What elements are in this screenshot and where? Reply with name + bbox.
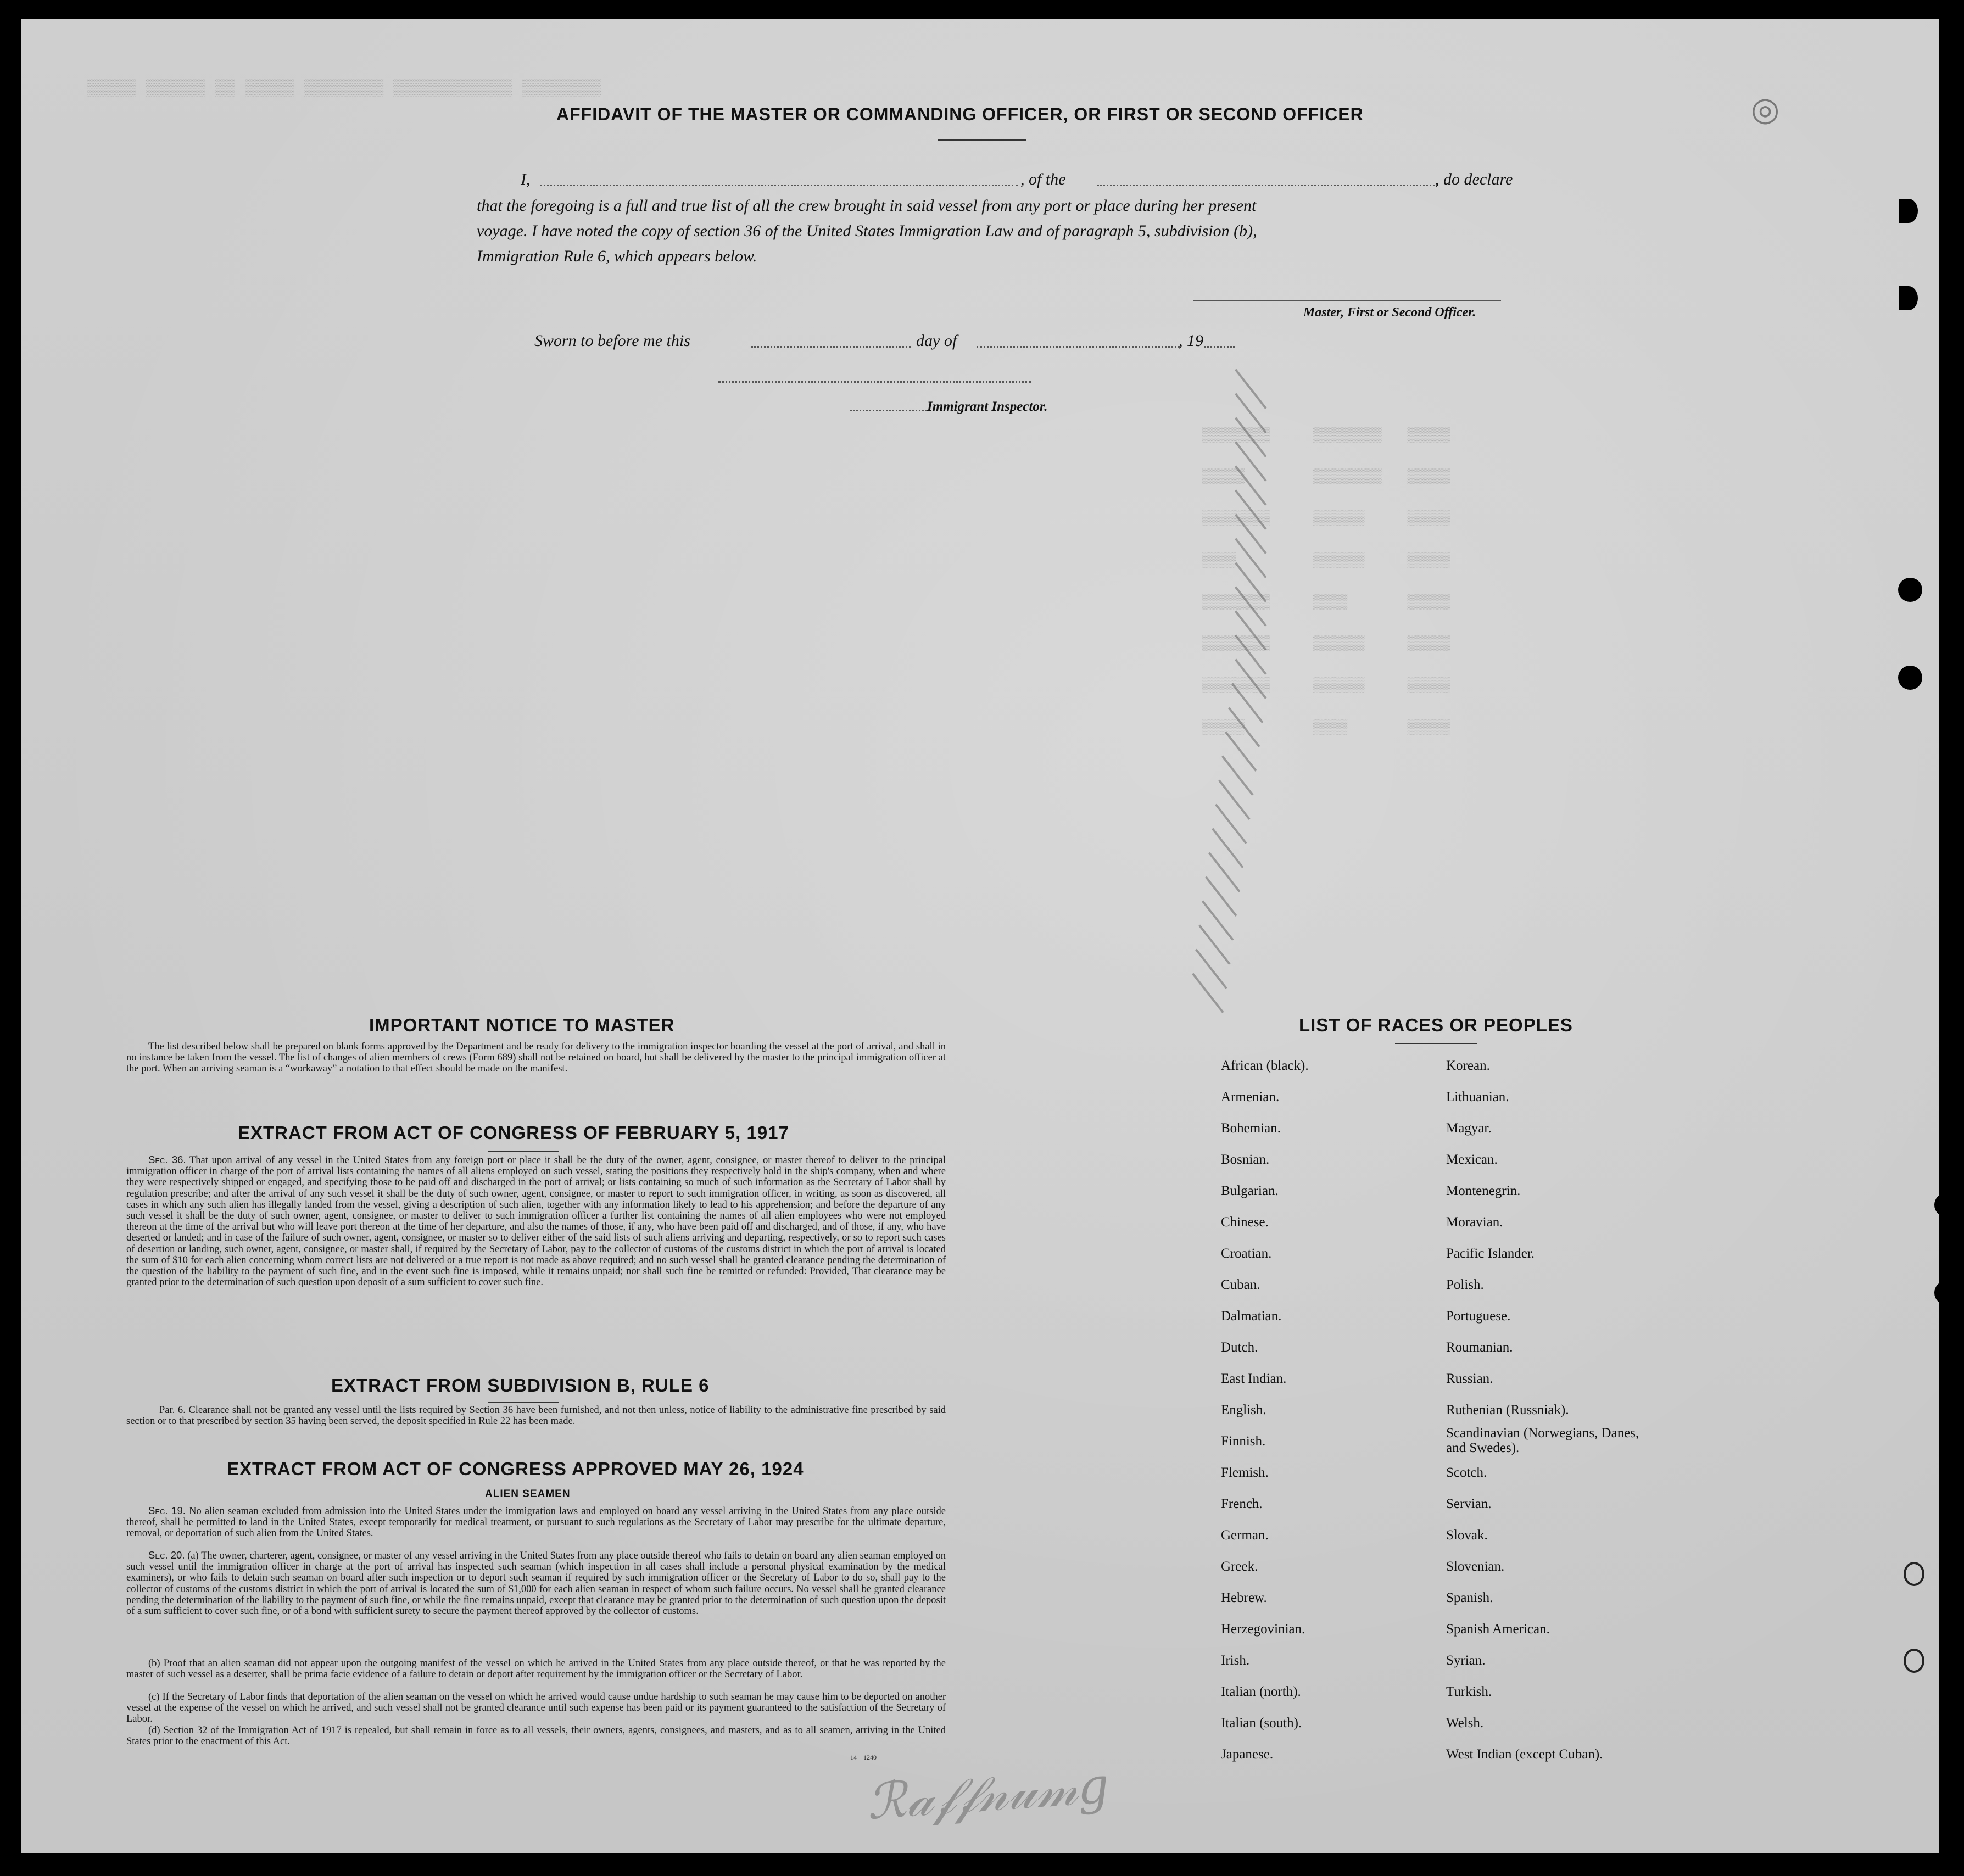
races-column-1 (1221, 1050, 1309, 1770)
section-text: No alien seaman excluded from admission into the United States under the immigration laws and employed on board any vessel arriving in the United States from any place outside thereof, shall be permitted to land in the United States, except temporarily for medical treatment, or pursuant to such regulations as the Secretary of Labor may prescribe for the ultimate departure, removal, or deportation of such alien from the United States. (126, 1506, 946, 1539)
race-item: English. (1221, 1403, 1266, 1417)
race-item: West Indian (except Cuban). (1446, 1747, 1603, 1762)
race-item: Slovak. (1446, 1528, 1488, 1543)
race-item: Slovenian. (1446, 1559, 1505, 1574)
punch-hole (1904, 1562, 1924, 1586)
extract-1924-sec20 (126, 1550, 946, 1617)
race-item: Montenegrin. (1446, 1183, 1521, 1198)
stamp-mark: ◎ (1751, 90, 1780, 129)
races-title: LIST OF RACES OR PEOPLES (1299, 1015, 1573, 1035)
race-item: Flemish. (1221, 1465, 1269, 1480)
inspector-signature-field-2[interactable] (850, 410, 927, 411)
race-item: Ruthenian (Russniak). (1446, 1403, 1569, 1417)
inspector-label: Immigrant Inspector. (927, 399, 1048, 414)
extract-1924-sec19 (126, 1505, 946, 1539)
race-item: French. (1221, 1497, 1263, 1511)
race-item: Russian. (1446, 1371, 1493, 1386)
text-segment: I, (521, 170, 531, 188)
affidavit-line-1c (1435, 170, 1513, 189)
text-segment: , of the (1020, 170, 1066, 188)
affidavit-line-1b (1020, 170, 1066, 189)
race-item: Mexican. (1446, 1152, 1498, 1167)
section-label: Sec. 19. (148, 1505, 186, 1516)
race-item: Dutch. (1221, 1340, 1258, 1355)
race-item: Welsh. (1446, 1716, 1484, 1730)
race-item: Servian. (1446, 1497, 1492, 1511)
race-item: Dalmatian. (1221, 1309, 1282, 1324)
extract-1924-sec20c: (c) If the Secretary of Labor finds that deportation of the alien seaman on the vessel on which he arrived would cause undue hardship to such seaman he may cause him to be deported on another vessel at the expense of the vessel on which he arrived, and such vessel shall not be granted clearance until such expense has been paid or its payment guaranteed to the satisfaction of the Secretary of Labor. (126, 1691, 946, 1725)
divider (488, 1151, 559, 1152)
sworn-month-field[interactable] (977, 346, 1180, 348)
race-item: Armenian. (1221, 1090, 1280, 1104)
master-signature-field[interactable] (1193, 300, 1501, 302)
race-item: Spanish. (1446, 1590, 1493, 1605)
extract-1917-title: EXTRACT FROM ACT OF CONGRESS OF FEBRUARY 5, 1917 (238, 1123, 789, 1143)
year-prefix-text: , 19 (1179, 332, 1203, 350)
race-item: Bohemian. (1221, 1121, 1281, 1136)
affidavit-line-4: Immigration Rule 6, which appears below. (477, 247, 757, 265)
race-item: Scandinavian (Norwegians, Danes, and Swedes). (1446, 1426, 1639, 1455)
race-item: Moravian. (1446, 1215, 1503, 1230)
form-number: 14—1240 (850, 1754, 877, 1761)
divider (488, 1402, 559, 1403)
section-text: That upon arrival of any vessel in the United States from any foreign port or place it shall be the duty of the owner, agent, consignee, or master thereof to deliver to the principal immigration officer in charge of the port of arrival lists containing the names of all aliens employed on such vessel, stating the positions they respectively hold in the ship's company, when and where they were respectively shipped or engaged, and specifying those to be paid off and discharged in the port of arrival; or lists containing so much of such information as the Secretary of Labor shall by regulation prescribe; and after the arrival of any such vessel it shall be the duty of such owner, agent, consignee, or master to report to such immigration officer, in writing, as soon as discovered, all cases in which any such alien has illegally landed from the vessel, giving a description of such alien, together with any information likely to lead to his apprehension; and before the departure of any such vessel it shall be the duty of such owner, agent, consignee, or master to deliver to such immigration officer a further list containing the names of all alien employees who were not employed thereon at the time of the arrival but who will leave port thereon at the time of her departure, and also the names of those, if any, who have been paid off and discharged, and of those, if any, who have deserted or landed; and in case of the failure of such owner, agent, consignee, or master so to deliver either of the said lists of such aliens arriving and departing, respectively, or so to report such cases of desertion or landing, such owner, agent, consignee, or master shall, if required by the Secretary of Labor, pay to the collector of customs of the customs district in which the port of arrival is located the sum of $10 for each alien concerning whom correct lists are not delivered or a true report is not made as above required; and no such vessel shall be granted clearance pending the determination of the question of the liability to the payment of such fine, and in the event such fine is imposed, while it remains unpaid; nor shall such fine be remitted or refunded: Provided, That clearance may be granted prior to the determination of such question upon deposit of a sum sufficient to cover such fine. (126, 1155, 946, 1288)
race-item: Italian (north). (1221, 1684, 1301, 1699)
race-item: Hebrew. (1221, 1590, 1267, 1605)
extract-1917-body (126, 1154, 946, 1288)
section-text: (a) The owner, charterer, agent, consignee, or master of any vessel arriving in the United States from any place outside thereof who fails to detain on board any alien seaman employed on such vessel until the immigration officer in charge at the port of arrival has inspected such seaman (which inspection in all cases shall include a personal physical examination by the medical examiners), or who fails to detain such seaman on board after such inspection or to deport such seaman if required by such immigration officer or the Secretary of Labor to do so, shall pay to the collector of customs of the customs district in which the port of arrival is located the sum of $1,000 for each alien seaman in respect of whom such failure occurs. No vessel shall be granted clearance pending the determination of the liability to the payment of such fine, or while the fine remains unpaid, except that clearance may be granted prior to the determination of such question upon the deposit of a sum sufficient to cover such fine, or of a bond with sufficient surety to secure the payment thereof approved by the collector of customs. (126, 1550, 946, 1617)
race-item: Lithuanian. (1446, 1090, 1509, 1104)
sworn-year-field[interactable] (1204, 346, 1235, 348)
document-page (21, 19, 1939, 1853)
punch-hole (1899, 199, 1918, 223)
race-item: Spanish American. (1446, 1622, 1550, 1637)
races-column-2 (1446, 1050, 1655, 1770)
race-item: Finnish. (1221, 1434, 1266, 1449)
race-item: Bosnian. (1221, 1152, 1270, 1167)
race-item: Turkish. (1446, 1684, 1492, 1699)
race-item: Roumanian. (1446, 1340, 1513, 1355)
handwritten-signature: ℛ𝒶𝒻𝒻𝓃𝓊𝓂𝑔 (864, 1756, 1111, 1832)
race-item: Japanese. (1221, 1747, 1274, 1762)
inspector-signature-field[interactable] (718, 381, 1031, 383)
race-item: Irish. (1221, 1653, 1250, 1668)
race-item: Polish. (1446, 1277, 1484, 1292)
divider (938, 139, 1026, 141)
race-item: Herzegovinian. (1221, 1622, 1305, 1637)
punch-hole (1934, 1193, 1939, 1217)
race-item: Pacific Islander. (1446, 1246, 1535, 1261)
day-of-text: day of (916, 332, 957, 350)
race-item: Syrian. (1446, 1653, 1486, 1668)
affidavit-line-2: that the foregoing is a full and true list of all the crew brought in said vessel from any port or place during her present (477, 197, 1257, 215)
extract-1924-title: EXTRACT FROM ACT OF CONGRESS APPROVED MAY 26, 1924 (227, 1459, 804, 1479)
race-item: Cuban. (1221, 1277, 1260, 1292)
section-label: Sec. 36. (148, 1154, 186, 1165)
race-item: Portuguese. (1446, 1309, 1511, 1324)
punch-hole (1934, 1281, 1939, 1305)
race-item: German. (1221, 1528, 1269, 1543)
race-item: East Indian. (1221, 1371, 1287, 1386)
punch-hole (1899, 286, 1918, 310)
sworn-day-field[interactable] (751, 346, 911, 348)
punch-hole (1898, 666, 1922, 690)
section-label: Sec. 20. (148, 1549, 185, 1561)
race-item: Chinese. (1221, 1215, 1269, 1230)
race-item: Korean. (1446, 1058, 1490, 1073)
punch-hole (1898, 578, 1922, 602)
extract-1924-sec20d: (d) Section 32 of the Immigration Act of 1917 is repealed, but shall remain in force as to all vessels, their owners, agents, consignees, and masters, and as to all seamen, arriving in the United States prior to the enactment of this Act. (126, 1725, 946, 1747)
text-segment: , do declare (1435, 170, 1513, 188)
divider (1395, 1043, 1477, 1044)
master-signature-label: Master, First or Second Officer. (1303, 305, 1476, 320)
notice-body: The list described below shall be prepared on blank forms approved by the Department and be ready for delivery to the immigration inspector boarding the vessel at the port of arrival, and shall in no instance be taken from the vessel. The list of changes of alien members of crews (Form 689) shall not be retained on board, but shall be delivered by the master to the principal immigration officer at the port. When an arriving seaman is a “workaway” a notation to that effect should be made on the manifest. (126, 1041, 946, 1075)
bleed-through-text: ▒▒▒▒▒ ▒▒▒▒▒▒ ▒▒ ▒▒▒▒▒ ▒▒▒▒▒▒▒▒ ▒▒▒▒▒▒▒▒▒▒▒▒ ▒▒▒▒▒▒▒▒ (87, 79, 601, 98)
affidavit-title: AFFIDAVIT OF THE MASTER OR COMMANDING OFFICER, OR FIRST OR SECOND OFFICER (556, 104, 1364, 124)
affidavit-line-1 (521, 170, 531, 189)
sworn-text: Sworn to before me this (534, 332, 690, 350)
race-item: Scotch. (1446, 1465, 1487, 1480)
race-item: Croatian. (1221, 1246, 1272, 1261)
affidavit-line-3: voyage. I have noted the copy of section 36 of the United States Immigration Law and of paragraph 5, subdivision (b), (477, 222, 1257, 240)
race-item: Bulgarian. (1221, 1183, 1279, 1198)
race-item: Italian (south). (1221, 1716, 1302, 1730)
name-blank-field[interactable] (540, 185, 1018, 186)
bleed-through-columns: ▒▒▒▒▒▒▒▒ ▒▒▒▒▒▒▒▒ ▒▒▒▒▒ ▒▒▒▒▒ ▒▒▒▒▒▒▒▒ ▒▒▒▒▒ ▒▒▒▒▒▒▒▒ ▒▒▒▒▒▒ ▒▒▒▒▒ ▒▒▒▒ ▒▒▒▒▒▒ ▒▒▒▒▒ ▒▒▒▒▒▒▒▒ ▒▒▒▒ ▒▒▒▒▒ ▒▒▒▒▒▒▒▒ ▒▒▒▒▒▒ ▒▒▒▒▒ ▒▒▒▒▒▒▒▒ ▒▒▒▒▒▒ ▒▒▒▒▒ ▒▒▒▒▒ ▒▒▒▒ ▒▒▒▒▒ (1202, 427, 1450, 735)
alien-seamen-subtitle: ALIEN SEAMEN (485, 1488, 571, 1500)
race-item: Greek. (1221, 1559, 1258, 1574)
tick-mark (1235, 369, 1267, 409)
subdivision-b-body: Par. 6. Clearance shall not be granted any vessel until the lists required by Section 36 have been furnished, and not then unless, notice of liability to the administrative fine prescribed by said section or to that prescribed by section 35 having been served, the deposit specified in Rule 22 has been made. (126, 1405, 946, 1427)
race-item: Magyar. (1446, 1121, 1492, 1136)
punch-hole (1904, 1649, 1924, 1673)
vessel-blank-field[interactable] (1097, 185, 1438, 186)
subdivision-b-title: EXTRACT FROM SUBDIVISION B, RULE 6 (331, 1375, 710, 1395)
notice-title: IMPORTANT NOTICE TO MASTER (369, 1015, 675, 1035)
race-item: African (black). (1221, 1058, 1309, 1073)
extract-1924-sec20b: (b) Proof that an alien seaman did not appear upon the outgoing manifest of the vessel on which he arrived in the United States from any place outside thereof, or that he was reported by the master of such vessel as a deserter, shall be prima facie evidence of a failure to detain or deport after requirement by the immigration officer or the Secretary of Labor. (126, 1658, 946, 1680)
